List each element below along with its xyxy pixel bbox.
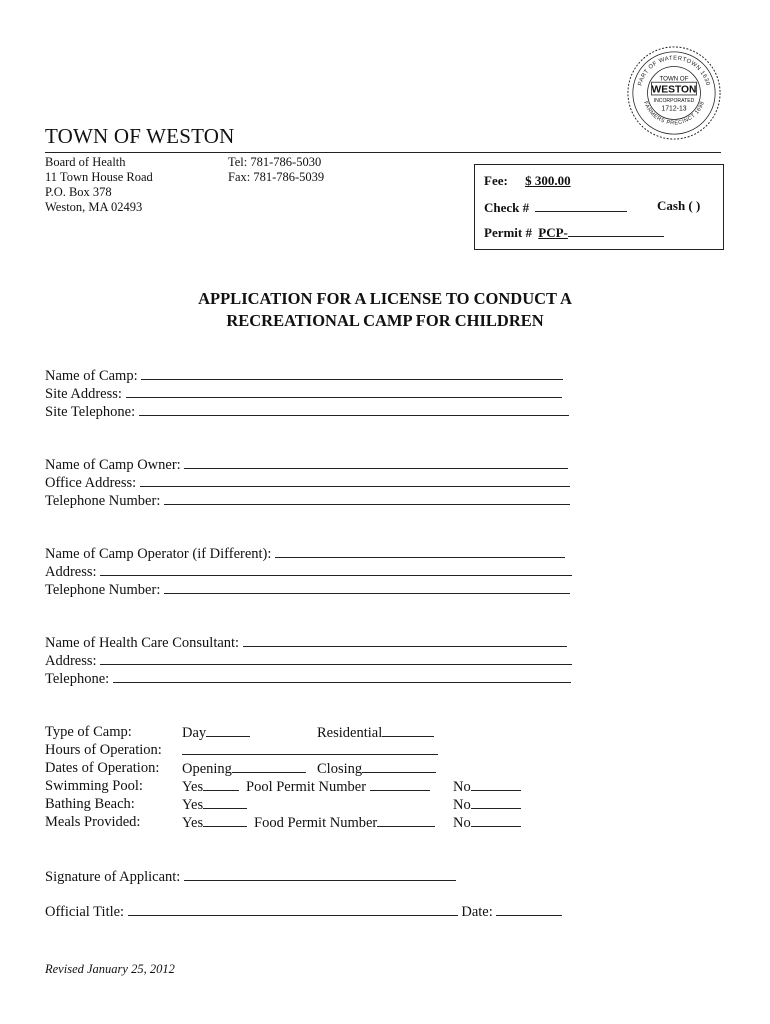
site-telephone-label: Site Telephone:	[45, 404, 136, 420]
residential-option	[317, 723, 434, 742]
owner-name-label: Name of Camp Owner:	[45, 457, 181, 473]
header-rule	[45, 152, 721, 153]
fee-label: Fee:	[484, 173, 508, 188]
permit-number-field[interactable]	[568, 223, 664, 237]
site-address-row	[45, 384, 562, 403]
address-line: Board of Health	[45, 155, 126, 169]
food-permit-label: Food Permit Number	[254, 815, 378, 831]
fee-value: $ 300.00	[525, 173, 571, 188]
owner-telephone-label: Telephone Number:	[45, 493, 161, 509]
operator-address-field[interactable]	[100, 562, 572, 576]
swimming-no-option	[453, 777, 521, 796]
closing-option	[317, 759, 436, 778]
consultant-telephone-label: Telephone:	[45, 671, 110, 687]
bathing-label: Bathing Beach:	[45, 796, 135, 812]
address-line: 11 Town House Road	[45, 170, 153, 184]
operator-name-row	[45, 544, 565, 563]
seal-weston: WESTON	[651, 84, 697, 96]
form-title	[0, 288, 770, 332]
pool-permit-option	[246, 777, 430, 796]
form-title-line1: APPLICATION FOR A LICENSE TO CONDUCT A	[198, 289, 572, 308]
operator-address-row	[45, 562, 572, 581]
food-permit-field[interactable]	[377, 813, 435, 827]
date-field[interactable]	[496, 902, 562, 916]
swimming-no-label: No	[453, 779, 471, 795]
owner-telephone-row	[45, 491, 570, 510]
dates-label: Dates of Operation:	[45, 760, 160, 776]
operator-telephone-field[interactable]	[164, 580, 570, 594]
seal-town-of: TOWN OF	[659, 75, 689, 83]
bathing-no-field[interactable]	[471, 795, 521, 809]
bathing-yes-label: Yes	[182, 797, 204, 813]
operator-address-label: Address:	[45, 564, 97, 580]
operator-name-label: Name of Camp Operator (if Different):	[45, 546, 272, 562]
signature-field[interactable]	[184, 867, 456, 881]
camp-name-field[interactable]	[141, 366, 563, 380]
opening-field[interactable]	[232, 759, 306, 773]
office-use-box	[474, 164, 724, 250]
meals-label: Meals Provided:	[45, 814, 141, 830]
official-title-label: Official Title:	[45, 904, 125, 920]
bathing-no-option	[453, 795, 521, 814]
official-title-field[interactable]	[128, 902, 458, 916]
operator-telephone-label: Telephone Number:	[45, 582, 161, 598]
bathing-yes-field[interactable]	[203, 795, 247, 809]
swimming-yes-label: Yes	[182, 779, 204, 795]
check-label: Check #	[484, 200, 530, 215]
consultant-address-label: Address:	[45, 653, 97, 669]
pool-permit-label: Pool Permit Number	[246, 779, 367, 795]
hours-label: Hours of Operation:	[45, 742, 162, 758]
seal-year: 1712-13	[661, 105, 687, 113]
camp-name-label: Name of Camp:	[45, 368, 138, 384]
day-label: Day	[182, 725, 207, 741]
date-label: Date:	[461, 904, 493, 920]
day-option	[182, 723, 250, 742]
address-line: Weston, MA 02493	[45, 200, 143, 214]
signature-label: Signature of Applicant:	[45, 869, 181, 885]
check-number-field[interactable]	[535, 198, 627, 212]
consultant-telephone-row	[45, 669, 571, 688]
site-address-label: Site Address:	[45, 386, 122, 402]
meals-yes-label: Yes	[182, 815, 204, 831]
opening-option	[182, 759, 306, 778]
swimming-yes-field[interactable]	[203, 777, 239, 791]
meals-no-label: No	[453, 815, 471, 831]
fee-row	[484, 173, 571, 189]
site-telephone-row	[45, 402, 569, 421]
meals-no-field[interactable]	[471, 813, 521, 827]
meals-yes-field[interactable]	[203, 813, 247, 827]
camp-name-row	[45, 366, 563, 385]
meals-no-option	[453, 813, 521, 832]
consultant-name-label: Name of Health Care Consultant:	[45, 635, 240, 651]
form-title-line2: RECREATIONAL CAMP FOR CHILDREN	[226, 311, 544, 330]
closing-label: Closing	[317, 761, 363, 777]
meals-yes-option	[182, 813, 247, 832]
svg-text:FARMERS PRECINCT 1698	[642, 101, 706, 127]
residential-label: Residential	[317, 725, 383, 741]
owner-name-field[interactable]	[184, 455, 568, 469]
address-block	[45, 155, 153, 215]
tel-text: Tel: 781-786-5030	[228, 155, 322, 169]
food-permit-option	[254, 813, 435, 832]
office-address-row	[45, 473, 570, 492]
swimming-yes-option	[182, 777, 239, 796]
pool-permit-field[interactable]	[370, 777, 430, 791]
bathing-no-label: No	[453, 797, 471, 813]
consultant-address-field[interactable]	[100, 651, 572, 665]
contact-block	[228, 155, 324, 185]
consultant-address-row	[45, 651, 572, 670]
permit-row	[484, 223, 664, 241]
official-title-row	[45, 902, 562, 921]
bathing-yes-option	[182, 795, 247, 814]
consultant-name-row	[45, 633, 567, 652]
hours-field[interactable]	[182, 741, 438, 755]
office-address-field[interactable]	[140, 473, 570, 487]
address-line: P.O. Box 378	[45, 185, 112, 199]
seal-lower-text: FARMERS PRECINCT 1698	[641, 100, 707, 127]
permit-label: Permit #	[484, 225, 533, 240]
seal-incorporated: INCORPORATED	[653, 97, 695, 104]
cash-label[interactable]: Cash ( )	[657, 198, 701, 213]
opening-label: Opening	[182, 761, 232, 777]
consultant-telephone-field[interactable]	[113, 669, 571, 683]
residential-field[interactable]	[382, 723, 434, 737]
signature-row	[45, 867, 456, 886]
office-address-label: Office Address:	[45, 475, 137, 491]
hours-row	[182, 741, 438, 760]
day-field[interactable]	[206, 723, 250, 737]
permit-prefix: PCP-	[538, 225, 568, 240]
seal-outer-text: PART OF WATERTOWN 1630	[637, 55, 711, 87]
owner-telephone-field[interactable]	[164, 491, 570, 505]
swimming-label: Swimming Pool:	[45, 778, 143, 794]
swimming-no-field[interactable]	[471, 777, 521, 791]
town-title: TOWN OF WESTON	[45, 124, 235, 148]
site-address-field[interactable]	[126, 384, 562, 398]
consultant-name-field[interactable]	[243, 633, 567, 647]
operator-name-field[interactable]	[275, 544, 565, 558]
type-of-camp-label: Type of Camp:	[45, 724, 132, 740]
closing-field[interactable]	[362, 759, 436, 773]
owner-name-row	[45, 455, 568, 474]
town-seal	[625, 44, 723, 142]
site-telephone-field[interactable]	[139, 402, 569, 416]
operator-telephone-row	[45, 580, 570, 599]
revised-date: Revised January 25, 2012	[45, 962, 175, 976]
fax-text: Fax: 781-786-5039	[228, 170, 325, 184]
check-row	[484, 198, 627, 216]
